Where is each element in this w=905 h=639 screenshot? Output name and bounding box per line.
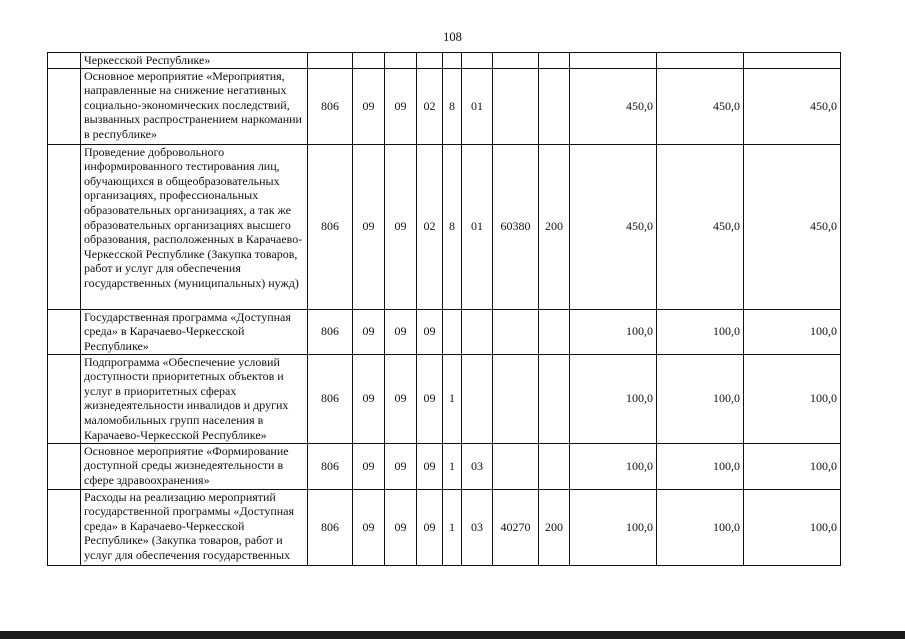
direction-cell — [493, 443, 539, 489]
activity-cell: 03 — [462, 443, 493, 489]
subsection-cell: 09 — [385, 489, 417, 565]
expense-type-cell — [539, 354, 570, 443]
row-number-cell — [48, 144, 81, 309]
amount-year-2-cell — [657, 53, 744, 69]
direction-cell: 40270 — [493, 489, 539, 565]
amount-year-2-cell: 100,0 — [657, 354, 744, 443]
subprogram-cell: 1 — [443, 443, 462, 489]
row-number-cell — [48, 354, 81, 443]
table-row — [48, 53, 841, 69]
program-cell — [417, 53, 443, 69]
section-cell — [353, 53, 385, 69]
row-name-cell: Черкесской Республике» — [81, 53, 308, 69]
subsection-cell: 09 — [385, 309, 417, 354]
gov-code-cell — [308, 53, 353, 69]
expense-type-cell — [539, 309, 570, 354]
section-cell: 09 — [353, 68, 385, 144]
subprogram-cell: 1 — [443, 354, 462, 443]
program-cell: 09 — [417, 309, 443, 354]
subprogram-cell: 1 — [443, 489, 462, 565]
row-number-cell — [48, 489, 81, 565]
row-name-cell: Расходы на реализацию мероприятий государственной программы «Доступная среда» в Карачаево-Черкесской Республике» (Закупка товаров, работ и услуг для обеспечения государственных — [81, 489, 308, 565]
gov-code-cell: 806 — [308, 144, 353, 309]
subsection-cell: 09 — [385, 354, 417, 443]
program-cell: 02 — [417, 68, 443, 144]
section-cell: 09 — [353, 309, 385, 354]
row-number-cell — [48, 309, 81, 354]
direction-cell — [493, 68, 539, 144]
section-cell: 09 — [353, 144, 385, 309]
table-row — [48, 354, 841, 443]
row-number-cell — [48, 53, 81, 69]
subsection-cell — [385, 53, 417, 69]
amount-year-3-cell: 100,0 — [744, 309, 841, 354]
amount-year-1-cell: 100,0 — [570, 443, 657, 489]
expense-type-cell — [539, 68, 570, 144]
amount-year-2-cell: 450,0 — [657, 68, 744, 144]
amount-year-1-cell: 100,0 — [570, 489, 657, 565]
amount-year-1-cell: 100,0 — [570, 354, 657, 443]
amount-year-2-cell: 450,0 — [657, 144, 744, 309]
section-cell: 09 — [353, 443, 385, 489]
gov-code-cell: 806 — [308, 489, 353, 565]
table-row — [48, 68, 841, 144]
row-name-cell: Основное мероприятие «Формирование доступной среды жизнедеятельности в сфере здравоохранения» — [81, 443, 308, 489]
row-name-cell: Государственная программа «Доступная среда» в Карачаево-Черкесской Республике» — [81, 309, 308, 354]
activity-cell — [462, 354, 493, 443]
amount-year-3-cell: 450,0 — [744, 68, 841, 144]
direction-cell — [493, 53, 539, 69]
subsection-cell: 09 — [385, 68, 417, 144]
amount-year-2-cell: 100,0 — [657, 309, 744, 354]
activity-cell: 03 — [462, 489, 493, 565]
program-cell: 09 — [417, 489, 443, 565]
table-row — [48, 309, 841, 354]
table-row — [48, 144, 841, 309]
amount-year-2-cell: 100,0 — [657, 443, 744, 489]
row-name-cell: Подпрограмма «Обеспечение условий доступности приоритетных объектов и услуг в приоритетных сферах жизнедеятельности инвалидов и других маломобильных групп населения в Карачаево-Черкесской Республике» — [81, 354, 308, 443]
expense-type-cell: 200 — [539, 144, 570, 309]
row-name-cell: Проведение добровольного информированного тестирования лиц, обучающихся в общеобразовательных организациях, профессиональных образовательных организациях, а так же образовательных организациях высшего образования, расположенных в Карачаево-Черкесской Республике (Закупка товаров, работ и услуг для обеспечения государственных (муниципальных) нужд) — [81, 144, 308, 309]
amount-year-1-cell: 450,0 — [570, 144, 657, 309]
section-cell: 09 — [353, 489, 385, 565]
amount-year-2-cell: 100,0 — [657, 489, 744, 565]
direction-cell: 60380 — [493, 144, 539, 309]
section-cell: 09 — [353, 354, 385, 443]
table-row — [48, 443, 841, 489]
amount-year-1-cell: 450,0 — [570, 68, 657, 144]
amount-year-3-cell — [744, 53, 841, 69]
subprogram-cell — [443, 309, 462, 354]
activity-cell: 01 — [462, 68, 493, 144]
amount-year-3-cell: 100,0 — [744, 489, 841, 565]
direction-cell — [493, 354, 539, 443]
activity-cell: 01 — [462, 144, 493, 309]
scan-edge-bar — [0, 631, 905, 639]
amount-year-3-cell: 100,0 — [744, 354, 841, 443]
subprogram-cell: 8 — [443, 144, 462, 309]
gov-code-cell: 806 — [308, 443, 353, 489]
subsection-cell: 09 — [385, 144, 417, 309]
direction-cell — [493, 309, 539, 354]
amount-year-1-cell: 100,0 — [570, 309, 657, 354]
row-number-cell — [48, 443, 81, 489]
subprogram-cell — [443, 53, 462, 69]
program-cell: 02 — [417, 144, 443, 309]
expense-type-cell — [539, 443, 570, 489]
amount-year-1-cell — [570, 53, 657, 69]
page-number: 108 — [443, 30, 462, 44]
program-cell: 09 — [417, 443, 443, 489]
activity-cell — [462, 53, 493, 69]
table-row — [48, 489, 841, 565]
gov-code-cell: 806 — [308, 309, 353, 354]
gov-code-cell: 806 — [308, 354, 353, 443]
expense-type-cell: 200 — [539, 489, 570, 565]
amount-year-3-cell: 100,0 — [744, 443, 841, 489]
row-number-cell — [48, 68, 81, 144]
program-cell: 09 — [417, 354, 443, 443]
row-name-cell: Основное мероприятие «Мероприятия, направленные на снижение негативных социально-экономических последствий, вызванных распространением наркомании в республике» — [81, 68, 308, 144]
subprogram-cell: 8 — [443, 68, 462, 144]
amount-year-3-cell: 450,0 — [744, 144, 841, 309]
gov-code-cell: 806 — [308, 68, 353, 144]
expense-type-cell — [539, 53, 570, 69]
budget-table — [47, 52, 841, 566]
subsection-cell: 09 — [385, 443, 417, 489]
activity-cell — [462, 309, 493, 354]
